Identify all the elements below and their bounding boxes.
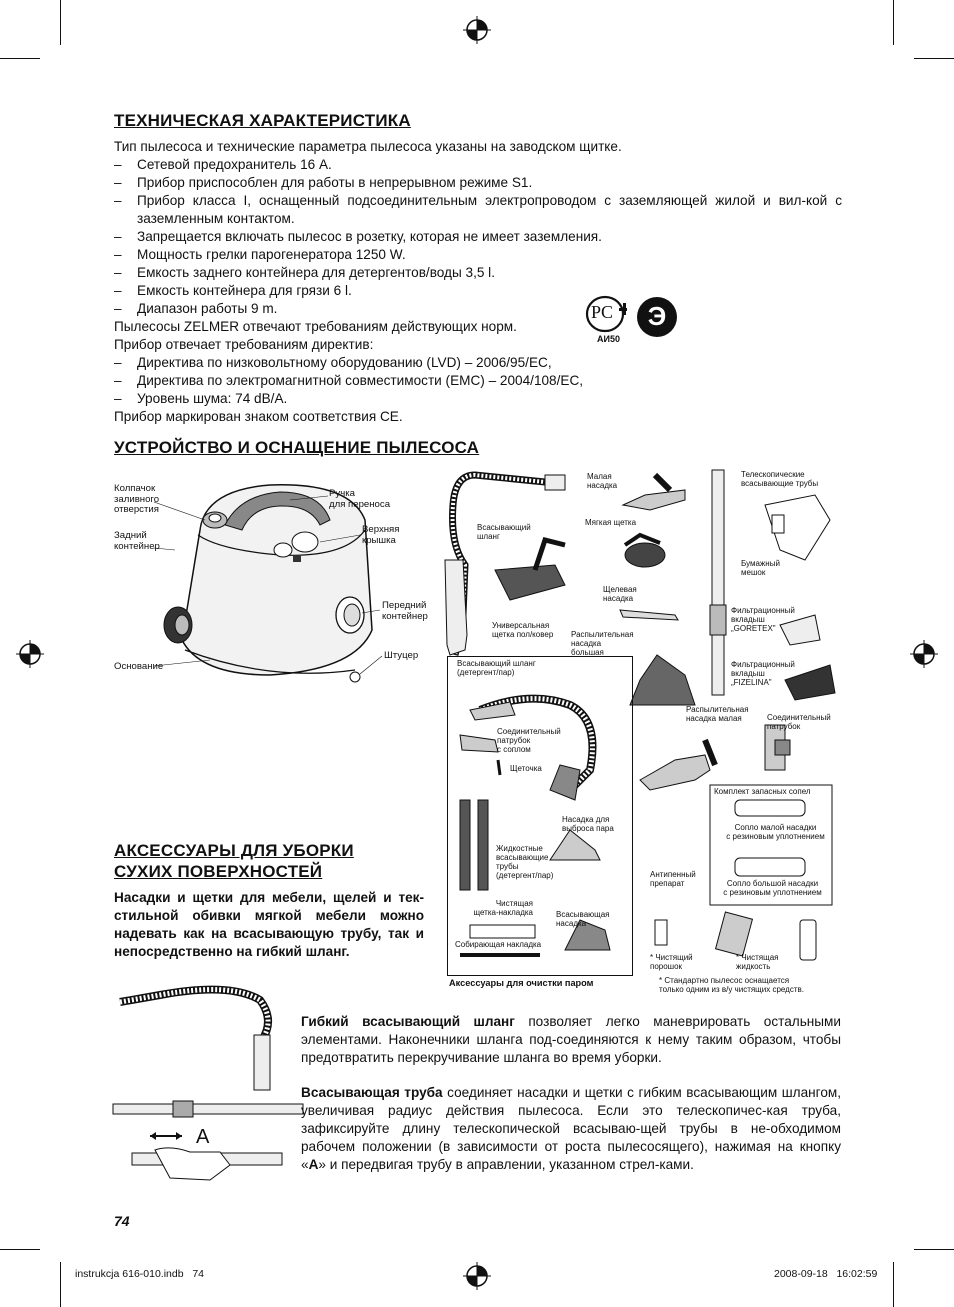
list-item: – Прибор класса I, оснащенный подсоединительным электропроводом с заземляющей жилой и вил-кой с заземленным контактом.: [114, 192, 842, 228]
list-item: – Емкость контейнера для грязи 6 l.: [114, 282, 842, 300]
hose-desc: позволяет легко маневрировать остальными элементами. Наконечники шланга под-соединяются к нему таким образом, чтобы предотвратить перекручивание шланга во время уборки.: [301, 1014, 841, 1065]
list-item: – Прибор приспособлен для работы в непрерывном режиме S1.: [114, 174, 842, 192]
spec-block: [114, 138, 842, 426]
button-a-label: A: [196, 1126, 210, 1148]
directives-list: [114, 354, 842, 408]
label-small-nozzle: Малая насадка: [587, 472, 618, 490]
list-item: – Уровень шума: 74 dB/A.: [114, 390, 842, 408]
label-suction-nozzle: Всасывающая насадка: [556, 910, 610, 928]
pct-certification-mark: [583, 294, 631, 346]
label-fill-cap: Колпачок заливного отверстия: [114, 483, 160, 515]
spec-directives-intro: Прибор отвечает требованиям директив:: [114, 337, 374, 352]
spec-title: ТЕХНИЧЕСКАЯ ХАРАКТЕРИСТИКА: [114, 111, 411, 130]
registration-mark-icon: [463, 16, 491, 44]
label-collect: Собирающая накладка: [455, 940, 542, 949]
footer-date: 2008-09-18 16:02:59: [774, 1268, 878, 1280]
pct-letters: PC: [591, 302, 614, 322]
label-nozzle-kit: Комплект запасных сопел: [714, 787, 811, 796]
crop-mark: [0, 58, 40, 59]
eac-mark: [637, 297, 677, 337]
tube-key-a: A: [308, 1157, 319, 1172]
label-clean-brush: Чистящая щетка-накладка: [473, 899, 533, 917]
list-item: – Директива по электромагнитной совместимости (EMC) – 2004/108/EC,: [114, 372, 842, 390]
steam-caption: Аксессуары для очистки паром: [449, 978, 594, 988]
registration-mark-icon: [463, 1262, 491, 1290]
page-number: 74: [114, 1213, 130, 1229]
label-steam-nozzle: Насадка для выброса пара: [562, 815, 614, 833]
footer-file: instrukcja 616-010.indb 74: [75, 1268, 204, 1280]
label-goretex: Фильтрационный вкладыш „GORETEX": [731, 606, 795, 633]
registration-mark-icon: [16, 640, 44, 668]
label-big-nozzle-seal: Сопло большой насадки с резиновым уплотнением: [723, 879, 822, 897]
dry-title-line2: СУХИХ ПОВЕРХНОСТЕЙ: [114, 862, 323, 881]
label-spray-big: Распылительная насадка большая: [571, 630, 634, 657]
spec-intro: Тип пылесоса и технические параметра пылесоса указаны на заводском щитке.: [114, 139, 622, 154]
tube-desc-2: » и передвигая трубу в аправлении, указанном стрел-ками.: [318, 1157, 694, 1172]
label-small-nozzle-seal: Сопло малой насадки с резиновым уплотнением: [726, 823, 825, 841]
label-spray-small: Распылительная насадка малая: [686, 705, 749, 723]
dry-title: [114, 840, 354, 882]
registration-mark-icon: [910, 640, 938, 668]
list-item: – Сетевой предохранитель 16 A.: [114, 156, 842, 174]
label-powder: * Чистящий порошок: [650, 953, 693, 971]
label-liquid: * Чистящая жидкость: [736, 953, 779, 971]
list-item: – Директива по низковольтному оборудованию (LVD) – 2006/95/EC,: [114, 354, 842, 372]
hose-paragraph: [301, 1013, 841, 1067]
crop-mark: [893, 0, 894, 45]
crop-mark: [60, 1262, 61, 1307]
label-spray-connector: Соединительный патрубок: [767, 713, 831, 731]
label-steam-hose: Всасывающий шланг (детергент/пар): [457, 659, 536, 677]
device-title: УСТРОЙСТВО И ОСНАЩЕНИЕ ПЫЛЕСОСА: [114, 438, 480, 457]
list-item: – Диапазон работы 9 m.: [114, 300, 842, 318]
label-paper-bag: Бумажный мешок: [741, 559, 780, 577]
label-standard-note: * Стандартно пылесос оснащается только одним из в/у чистящих средств.: [659, 976, 804, 994]
tube-term: Всасывающая труба: [301, 1085, 443, 1100]
label-handle: Ручка для переноса: [329, 488, 391, 510]
label-nozzle-fitting: Штуцер: [384, 650, 419, 661]
label-antifoam: Антипенный препарат: [650, 870, 696, 888]
hose-term: Гибкий всасывающий шланг: [301, 1014, 515, 1029]
tube-desc-1: соединяет насадки и щетки с гибким всасывающим шлангом, увеличивая радиус действия пылесоса. Если это телескопичес-кая труба, зафиксируйте длину телескопической всасываю-щей трубы в не-обходимом рабочем положении (в зависимости от роста пылесосящего), нажимая на кнопку «: [301, 1085, 841, 1172]
spec-list: [114, 156, 842, 318]
hose-and-tube-illustration: [110, 980, 300, 1195]
label-universal-brush: Универсальная щетка пол/ковер: [492, 621, 554, 639]
label-steam-connector: Соединительный патрубок с соплом: [497, 727, 561, 754]
cert-code: АИ50: [597, 334, 620, 344]
label-top-cover: Верхняя крышка: [362, 524, 400, 546]
label-base: Основание: [114, 661, 164, 672]
crop-mark: [60, 0, 61, 45]
dry-text: Насадки и щетки для мебели, щелей и тек-стильной обивки мягкой мебели можно надевать как на всасывающую трубу, так и непосредственно на гибкий шланг.: [114, 890, 424, 959]
crop-mark: [914, 1249, 954, 1250]
label-rear-container: Задний контейнер: [114, 530, 160, 552]
crop-mark: [0, 1249, 40, 1250]
spray-accessories-illustration: [635, 715, 845, 975]
label-front-container: Передний контейнер: [382, 600, 428, 622]
eac-letter: Э: [647, 301, 667, 331]
label-hose: Всасывающий шланг: [477, 523, 531, 541]
dry-title-line1: АКСЕССУАРЫ ДЛЯ УБОРКИ: [114, 841, 354, 860]
crop-mark: [914, 58, 954, 59]
label-soft-brush: Мягкая щетка: [585, 518, 637, 527]
spec-ce: Прибор маркирован знаком соответствия CE.: [114, 409, 403, 424]
label-fizelina: Фильтрационный вкладыш „FIZELINA": [731, 660, 795, 687]
crop-mark: [893, 1262, 894, 1307]
label-steam-brush: Щеточка: [510, 764, 542, 773]
tube-paragraph: [301, 1084, 841, 1174]
list-item: – Мощность грелки парогенератора 1250 W.: [114, 246, 842, 264]
list-item: – Запрещается включать пылесос в розетку, которая не имеет заземления.: [114, 228, 842, 246]
spec-norms: Пылесосы ZELMER отвечают требованиям действующих норм.: [114, 319, 517, 334]
label-slot-nozzle: Щелевая насадка: [603, 585, 637, 603]
list-item: – Емкость заднего контейнера для детергентов/воды 3,5 l.: [114, 264, 842, 282]
label-telescopic-tubes: Телескопические всасывающие трубы: [741, 470, 819, 488]
label-steam-tubes: Жидкостные всасывающие трубы (детергент/пар): [496, 844, 554, 880]
